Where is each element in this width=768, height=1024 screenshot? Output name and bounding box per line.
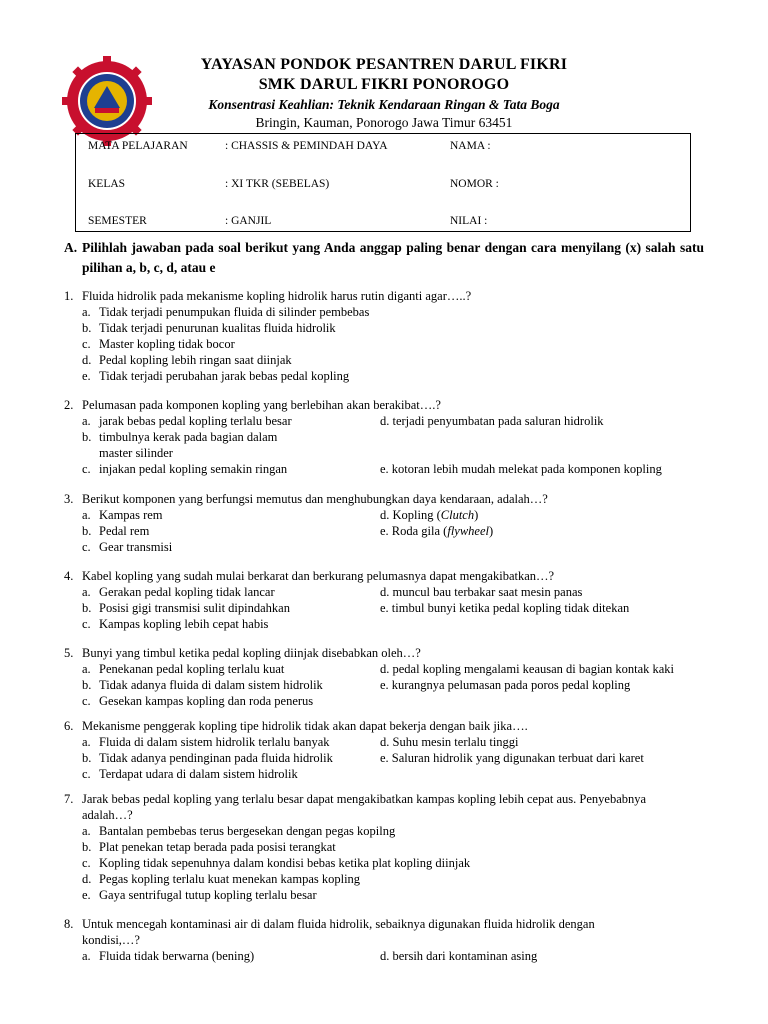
subject-label: MATA PELAJARAN bbox=[88, 140, 188, 152]
question-text: Untuk mencegah kontaminasi air di dalam fluida hidrolik, sebaiknya digunakan fluida hidrolik dengan bbox=[82, 917, 595, 931]
option-4e[interactable]: e. timbul bunyi ketika pedal kopling tidak ditekan bbox=[380, 601, 630, 615]
question-text: Mekanisme penggerak kopling tipe hidrolik tidak akan dapat bekerja dengan baik jika…. bbox=[82, 719, 528, 733]
section-letter: A. bbox=[64, 240, 78, 255]
option-6e[interactable]: e. Saluran hidrolik yang digunakan terbuat dari karet bbox=[380, 751, 644, 765]
question-number: 4. bbox=[64, 569, 74, 583]
option-2d[interactable]: d. terjadi penyumbatan pada saluran hidrolik bbox=[380, 414, 604, 428]
instruction-text: Pilihlah jawaban pada soal berikut yang Anda anggap paling benar dengan cara menyilang (x) salah satu pilihan a, b, c, d, atau e bbox=[82, 240, 704, 275]
question-number: 1. bbox=[64, 289, 74, 303]
question-number: 3. bbox=[64, 492, 74, 506]
question-text: Kabel kopling yang sudah mulai berkarat dan berkurang pelumasnya dapat mengakibatkan…? bbox=[82, 569, 555, 583]
question-text: Jarak bebas pedal kopling yang terlalu besar dapat mengakibatkan kampas kopling lebih cepat aus. Penyebabnya bbox=[82, 792, 647, 806]
question-number: 2. bbox=[64, 398, 74, 412]
question-text: Pelumasan pada komponen kopling yang berlebihan akan berakibat….? bbox=[82, 398, 441, 412]
option-5d[interactable]: d. pedal kopling mengalami keausan di bagian kontak kaki bbox=[380, 662, 675, 676]
class-value: : XI TKR (SEBELAS) bbox=[225, 178, 330, 190]
option-5e[interactable]: e. kurangnya pelumasan pada poros pedal kopling bbox=[380, 678, 631, 692]
question-number: 5. bbox=[64, 646, 74, 660]
question-7-continued: adalah…? bbox=[82, 808, 133, 822]
semester-value: : GANJIL bbox=[225, 215, 272, 227]
option-2e[interactable]: e. kotoran lebih mudah melekat pada komponen kopling bbox=[380, 462, 662, 476]
class-label: KELAS bbox=[88, 178, 126, 190]
option-3d[interactable]: d. Kopling (Clutch) bbox=[380, 508, 479, 522]
option-2b-continued: master silinder bbox=[99, 446, 173, 460]
question-text: Berikut komponen yang berfungsi memutus dan menghubungkan daya kendaraan, adalah…? bbox=[82, 492, 548, 506]
number-field[interactable]: NOMOR : bbox=[450, 178, 499, 190]
question-text: Bunyi yang timbul ketika pedal kopling diinjak disebabkan oleh…? bbox=[82, 646, 421, 660]
question-number: 7. bbox=[64, 792, 74, 806]
option-8d[interactable]: d. bersih dari kontaminan asing bbox=[380, 949, 538, 963]
score-field[interactable]: NILAI : bbox=[450, 215, 488, 227]
school-address: Bringin, Kauman, Ponorogo Jawa Timur 63451 bbox=[255, 115, 513, 130]
semester-label: SEMESTER bbox=[88, 215, 147, 227]
subject-value: : CHASSIS & PEMINDAH DAYA bbox=[225, 140, 388, 152]
option-4d[interactable]: d. muncul bau terbakar saat mesin panas bbox=[380, 585, 583, 599]
option-6d[interactable]: d. Suhu mesin terlalu tinggi bbox=[380, 735, 519, 749]
question-number: 8. bbox=[64, 917, 74, 931]
foundation-name: YAYASAN PONDOK PESANTREN DARUL FIKRI bbox=[200, 56, 568, 73]
question-8-continued: kondisi,…? bbox=[82, 933, 140, 947]
option-3e[interactable]: e. Roda gila (flywheel) bbox=[380, 524, 494, 538]
school-name: SMK DARUL FIKRI PONOROGO bbox=[258, 76, 510, 93]
question-number: 6. bbox=[64, 719, 74, 733]
question-text: Fluida hidrolik pada mekanisme kopling hidrolik harus rutin diganti agar…..? bbox=[82, 289, 472, 303]
school-expertise: Konsentrasi Keahlian: Teknik Kendaraan Ringan & Tata Boga bbox=[208, 97, 560, 112]
name-field[interactable]: NAMA : bbox=[450, 140, 491, 152]
